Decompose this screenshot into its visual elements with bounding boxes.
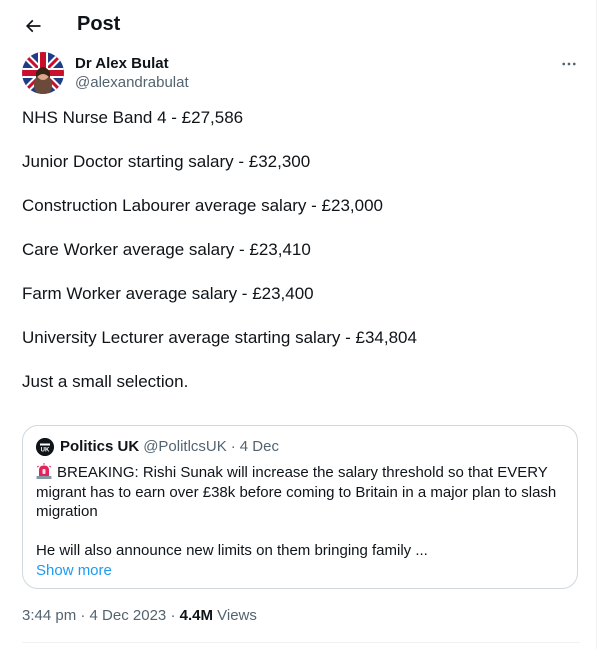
tweet-blank-line [22, 261, 582, 283]
views-label: Views [212, 607, 257, 624]
meta-separator: · [76, 607, 90, 624]
quote-header [36, 438, 279, 456]
avatar[interactable] [22, 52, 64, 94]
tweet-blank-line [22, 305, 582, 327]
quote-blank-line [36, 522, 566, 542]
tweet-blank-line [22, 129, 582, 151]
tweet-line: NHS Nurse Band 4 - £27,586 [22, 108, 244, 127]
union-flag-avatar-image [22, 52, 64, 94]
quote-author-name: Politics UK [60, 438, 140, 455]
back-button[interactable] [16, 9, 50, 43]
politics-uk-logo-icon [36, 438, 54, 456]
divider [22, 642, 580, 643]
tweet-line: Farm Worker average salary - £23,400 [22, 284, 314, 303]
tweet-blank-line [22, 217, 582, 239]
quote-line-2: He will also announce new limits on them bringing family ... [36, 542, 428, 559]
quote-separator: · [230, 438, 236, 455]
arrow-left-icon [23, 16, 43, 36]
ellipsis-icon [560, 55, 578, 73]
author-handle[interactable]: @alexandrabulat [75, 74, 189, 91]
quote-line-1: BREAKING: Rishi Sunak will increase the salary threshold so that EVERY migrant has to earn over £38k before coming to Britain in a major plan to slash migration [36, 464, 557, 520]
tweet-line: Construction Labourer average salary - £23,000 [22, 196, 383, 215]
post-time[interactable]: 3:44 pm [22, 607, 77, 624]
quoted-post[interactable] [22, 425, 578, 589]
tweet-line: University Lecturer average starting salary - £34,804 [22, 328, 417, 347]
page-header [0, 0, 596, 50]
quote-text [36, 463, 566, 580]
post-meta [22, 606, 257, 626]
tweet-line: Junior Doctor starting salary - £32,300 [22, 152, 311, 171]
quote-avatar-text: UK [40, 447, 50, 454]
quote-avatar[interactable] [36, 438, 54, 456]
tweet-blank-line [22, 349, 582, 371]
siren-emoji-icon [36, 463, 52, 479]
show-more-link[interactable]: Show more [36, 561, 112, 579]
tweet-text [22, 107, 582, 393]
page-title: Post [77, 13, 121, 35]
tweet-line: Care Worker average salary - £23,410 [22, 240, 311, 259]
meta-separator: · [166, 607, 180, 624]
quote-paragraph [36, 463, 566, 522]
tweet-line: Just a small selection. [22, 372, 189, 391]
more-options-button[interactable] [556, 52, 582, 76]
author-name[interactable]: Dr Alex Bulat [75, 55, 169, 72]
post-date[interactable]: 4 Dec 2023 [89, 607, 167, 624]
tweet-blank-line [22, 173, 582, 195]
views-count[interactable]: 4.4M [179, 607, 213, 624]
author-row [22, 52, 582, 96]
quote-date[interactable]: 4 Dec [239, 438, 279, 455]
quote-author-handle: @PolitlcsUK [143, 438, 227, 455]
